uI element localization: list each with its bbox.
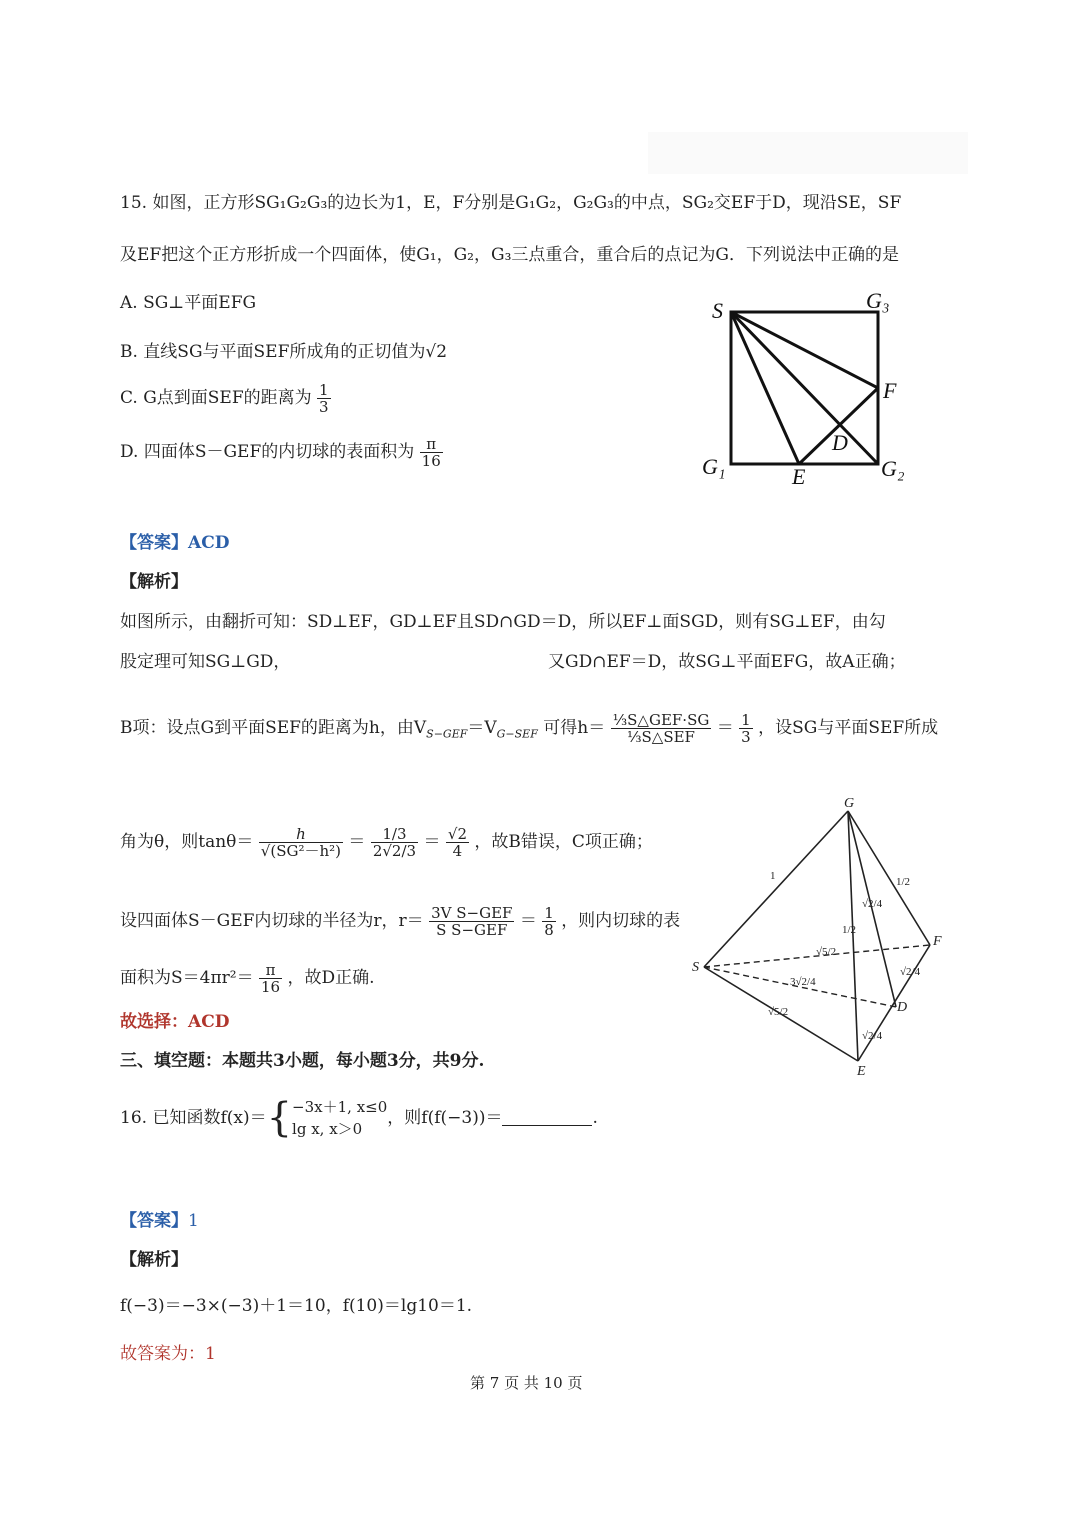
label-g: G [844,796,855,811]
square-figure [696,284,916,494]
option-c-fraction [317,382,331,415]
analysis15-p1: 如图所示，由翻折可知：SD⊥EF，GD⊥EF且SD∩GD＝D，所以EF⊥面SGD，则有SG⊥EF，由勾 [120,612,886,632]
frac-num: 1 [741,711,751,729]
q16-post: ，则f(f(−3))＝ [387,1108,503,1128]
label-s: S [712,298,723,323]
p6-a: 面积为S＝4πr²＝ [120,968,254,988]
frac-den: 4 [452,842,463,860]
p3-sub2: G−SEF [496,727,538,741]
edge-sg [704,811,848,967]
q16 [120,1094,598,1142]
p4-a: 角为θ，则tanθ＝ [120,832,254,852]
length-se: √5/2 [768,1006,789,1018]
line-sg2 [731,312,878,464]
p3-a: B项：设点G到平面SEF的距离为h，由V [120,718,427,738]
frac-den: S S−GEF [436,921,508,939]
length-gd: √2/4 [862,898,883,910]
p3-fraction-h [611,712,712,745]
answer-tag: 【答案】 [120,1211,188,1231]
p4-b: ，故B错误，C项正确； [474,832,653,852]
frac-den: ⅓S△SEF [626,728,695,746]
analysis15-p2a: 股定理可知SG⊥GD， [120,652,291,672]
label-e: E [792,464,806,489]
frac-num: 1 [319,381,329,399]
analysis15-p2b: 又GD∩EF＝D，故SG⊥平面EFG，故A正确； [548,652,906,672]
frac-num: π [259,962,282,979]
p4-fraction-result [446,826,469,859]
label-g3: G₃ [866,288,890,313]
analysis15-p4: 角为θ，则tanθ＝ $\frac{h}{\text{√(SG²－h²)}}$ ＝ $\frac{1/3}{2√2/3}$ ＝ $\frac{√2}{4}$ ，故B错误，C项正确； [120,825,653,860]
p6-fraction [259,962,282,995]
length-sf: √5/2 [816,946,837,958]
frac-num: √2 [447,825,467,843]
piecewise-cases [292,1096,387,1140]
q16-prefix: 16. 已知函数f(x)＝ [120,1108,267,1128]
answer15 [120,532,229,554]
length-ge: 1/2 [842,924,857,936]
label-f: F [933,934,942,949]
case-1: −3x＋1, x≤0 [292,1098,388,1116]
frac-num: h [259,826,343,843]
frac-den: 16 [260,978,281,996]
line-se [731,312,799,464]
p3-c: ＝ [716,718,734,738]
frac-den: 16 [421,452,441,470]
section-3-heading: 三、填空题：本题共3小题，每小题3分，共9分. [120,1051,485,1071]
p4-fraction-mid [371,826,418,859]
scan-fade-patch [648,132,968,174]
p3-d: ，设SG与平面SEF所成 [758,718,939,738]
tetrahedron-figure [690,795,960,1080]
label-f: F [883,378,897,403]
analysis16-tag: 【解析】 [120,1250,188,1270]
case-2: lg x, x＞0 [292,1120,363,1138]
label-g2: G₂ [881,456,905,481]
analysis15-p6 [120,962,375,995]
q15-option-b: B. 直线SG与平面SEF所成角的正切值为√2 [120,342,448,362]
p3-sub1: S−GEF [426,727,468,741]
frac-num: π [420,436,443,453]
p6-b: ，故D正确. [287,968,375,988]
frac-den: 3 [319,398,329,416]
p5-fraction-eighth [542,905,556,938]
p5-b: ，则内切球的表 [561,911,681,931]
frac-den: 3 [741,728,751,746]
length-fd: √2/4 [900,966,921,978]
label-d: D [832,430,848,455]
p5-eq: ＝ [519,911,537,931]
frac-den: √(SG²－h²) [260,842,342,860]
answer15-conclusion: 故选择：ACD [120,1012,230,1032]
answer-value: ACD [188,533,230,553]
frac-num: 1/3 [371,826,418,843]
length-sg: 1 [770,870,776,882]
frac-num: 1 [544,904,554,922]
length-de: √2/4 [862,1030,883,1042]
frac-den: 8 [544,921,554,939]
answer16 [120,1210,199,1232]
p3-fraction-third [739,712,753,745]
option-c-text: C. G点到面SEF的距离为 [120,388,312,408]
label-d: D [897,1000,908,1015]
option-d-text: D. 四面体S－GEF的内切球的表面积为 [120,442,415,462]
line-sf [731,312,878,388]
label-e: E [857,1064,866,1079]
frac-num: 3V S−GEF [431,904,513,922]
label-s: S [692,960,699,975]
edge-fe [858,945,930,1061]
q15-option-a: A. SG⊥平面EFG [120,293,257,313]
p3-eq: ＝V [467,718,497,738]
piecewise-brace: { [266,1095,293,1141]
page-footer: 第 7 页 共 10 页 [470,1374,583,1392]
answer-value: 1 [188,1211,199,1231]
answer-tag: 【答案】 [120,533,188,553]
frac-num: ⅓S△GEF·SG [612,711,710,729]
q15-option-c [120,382,331,415]
analysis16-work: f(−3)＝−3×(−3)＋1＝10，f(10)＝lg10＝1. [120,1296,473,1316]
length-gf: 1/2 [896,876,911,888]
p5-fraction-r [429,905,514,938]
analysis15-tag: 【解析】 [120,572,188,592]
analysis15-p3 [120,712,938,745]
length-sd: 3√2/4 [790,976,816,988]
q15-option-d [120,436,443,469]
frac-den: 2√2/3 [372,842,417,860]
option-d-fraction [420,436,443,469]
p5-a: 设四面体S－GEF内切球的半径为r，r＝ [120,911,424,931]
edge-gf [848,811,930,945]
q15-line2: 及EF把这个正方形折成一个四面体，使G₁，G₂，G₃三点重合，重合后的点记为G．下列说法中正确的是 [120,245,899,265]
p4-fraction-tan [259,826,343,859]
analysis15-p5 [120,905,680,938]
p3-b: 可得h＝ [543,718,606,738]
q15-line1: 15. 如图，正方形SG₁G₂G₃的边长为1，E，F分别是G₁G₂，G₂G₃的中点，SG₂交EF于D，现沿SE，SF [120,193,902,213]
answer-blank [502,1111,592,1126]
answer16-conclusion: 故答案为：1 [120,1344,216,1364]
label-g1: G₁ [702,454,726,479]
q16-end: . [592,1108,598,1128]
